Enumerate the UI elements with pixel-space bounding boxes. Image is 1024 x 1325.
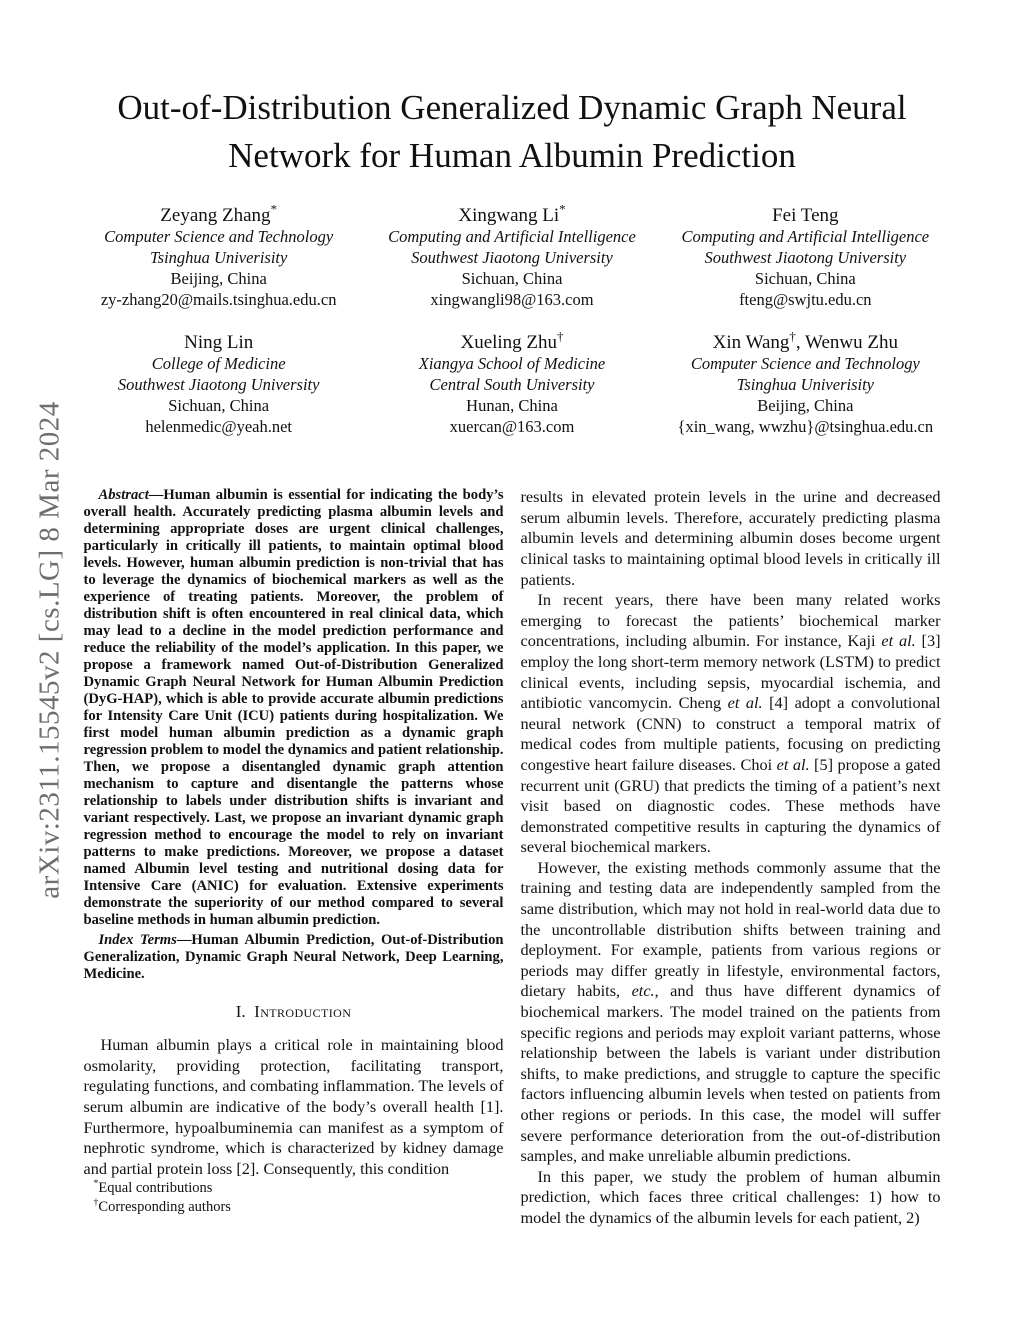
authors-row-2 <box>72 328 952 437</box>
two-column-body <box>84 487 941 1228</box>
author-affiliation-dept: Computer Science and Technology <box>690 354 920 374</box>
author-superscript: * <box>559 201 566 217</box>
footnote-text: Equal contributions <box>98 1180 213 1197</box>
abstract-paragraph: Abstract—Human albumin is essential for indicating the body’s overall health. Accurately predicting plasma albumin levels and determining appropriate doses are urgent clinical challenges, particularly in critically ill patients, to maintain optimal blood levels. However, human albumin prediction is non-trivial that has to leverage the dynamics of biochemical markers as well as the experience of treating patients. Moreover, the problem of distribution shift is often encountered in real clinical data, which may lead to a decline in the model prediction performance and reduce the reliability of the model’s application. In this paper, we propose a framework named Out-of-Distribution Generalized Dynamic Graph Neural Network for Human Albumin Prediction (DyG-HAP), which is able to provide accurate albumin predictions for Intensity Care Unit (ICU) patients during hospitalization. We first model human albumin prediction as a dynamic graph regression problem to model the dynamics and patient relationship. Then, we propose a disentangled dynamic graph attention mechanism to capture and disentangle the patterns whose relationship to labels under distribution shifts is invariant and variant respectively. Last, we propose an invariant dynamic graph regression method to encourage the model to rely on invariant patterns to make predictions. Moreover, we propose a dataset named Albumin level testing and nutritional dosing data for Intensive Care (ANIC) for evaluation. Extensive experiments demonstrate the superiority of our method compared to several baseline methods in human albumin prediction. <box>83 487 504 929</box>
author-name-text: Xingwang Li <box>458 205 560 227</box>
author-affiliation-univ: Tsinghua Univerisity <box>736 375 874 395</box>
author-affiliation-dept: Computer Science and Technology <box>104 227 334 247</box>
author-name <box>72 332 365 353</box>
section-title: Introduction <box>254 1002 352 1022</box>
author-name-text: Xin Wang <box>712 332 790 354</box>
author-name-text: Fei Teng <box>772 205 839 227</box>
author-name <box>659 205 952 226</box>
author-superscript: * <box>270 201 278 217</box>
authors-row-1 <box>72 201 952 310</box>
body-paragraph: In this paper, we study the problem of human albumin prediction, which faces three critical challenges: 1) how to model the dynamics of the albumin levels for each patient, 2) <box>520 1166 941 1227</box>
author-location: Sichuan, China <box>461 269 563 289</box>
left-column <box>83 487 504 1216</box>
author-location: Beijing, China <box>170 269 267 289</box>
author-name-text: Xueling Zhu <box>460 332 558 354</box>
author-email: helenmedic@yeah.net <box>145 417 292 437</box>
author-affiliation-univ: Southwest Jiaotong University <box>704 248 907 268</box>
author-email: xingwangli98@163.com <box>430 290 594 310</box>
author-name-suffix: , Wenwu Zhu <box>795 332 898 354</box>
author-email: fteng@swjtu.edu.cn <box>739 290 872 310</box>
author-name-text: Ning Lin <box>184 332 254 354</box>
author-location: Hunan, China <box>466 396 558 416</box>
intro-paragraph: Human albumin plays a critical role in maintaining blood osmolarity, providing protection, facilitating transport, regulating functions, and combating inflammation. The levels of serum albumin are indicative of the body’s overall health [1]. Furthermore, hypoalbuminemia can manifest as a symptom of nephrotic syndrome, which is characterized by kidney damage and partial protein loss [2]. Consequently, this condition <box>83 1035 504 1178</box>
author-block <box>365 328 658 437</box>
footnote-marker: † <box>93 1197 99 1209</box>
authors-block <box>72 201 952 437</box>
author-location: Beijing, China <box>757 396 854 416</box>
author-block <box>365 201 658 310</box>
author-affiliation-univ: Southwest Jiaotong University <box>411 248 613 268</box>
author-superscript: † <box>789 328 796 344</box>
author-affiliation-dept: College of Medicine <box>151 354 286 374</box>
section-heading <box>84 1002 504 1022</box>
author-location: Sichuan, China <box>754 269 856 289</box>
author-name <box>659 328 952 354</box>
footnote-marker: * <box>93 1178 99 1190</box>
author-affiliation-univ: Central South University <box>429 375 595 395</box>
author-affiliation-dept: Computing and Artificial Intelligence <box>681 227 930 247</box>
author-affiliation-univ: Tsinghua Univerisity <box>149 248 288 268</box>
author-name-text: Zeyang Zhang <box>160 205 271 227</box>
footnote-text: Corresponding authors <box>98 1199 231 1216</box>
arxiv-watermark: arXiv:2311.15545v2 [cs.LG] 8 Mar 2024 <box>33 401 66 899</box>
author-name <box>365 328 658 354</box>
footnotes <box>84 1179 504 1217</box>
index-terms-paragraph: Index Terms—Human Albumin Prediction, Out-of-Distribution Generalization, Dynamic Graph Neural Network, Deep Learning, Medicine. <box>83 932 504 983</box>
footnote <box>94 1179 504 1198</box>
author-block <box>72 201 365 310</box>
author-block <box>72 332 365 437</box>
body-paragraph: results in elevated protein levels in the urine and decreased serum albumin levels. Therefore, accurately predicting plasma albumin levels and determining albumin doses become urgent clinical tasks to maintaining optimal blood levels in critically ill patients. <box>520 487 941 589</box>
footnote <box>94 1198 504 1217</box>
paper-title: Out-of-Distribution Generalized Dynamic Graph Neural Network for Human Albumin Prediction <box>117 88 907 175</box>
author-email: {xin_wang, wwzhu}@tsinghua.edu.cn <box>677 417 934 437</box>
author-location: Sichuan, China <box>168 396 270 416</box>
author-block <box>659 205 952 310</box>
author-email: zy-zhang20@mails.tsinghua.edu.cn <box>100 290 337 310</box>
author-name <box>72 201 365 227</box>
author-superscript: † <box>557 328 564 344</box>
body-paragraph: In recent years, there have been many related works emerging to forecast the patients’ biochemical marker concentrations, including albumin. For instance, Kaji et al. [3] employ the long short-term memory network (LSTM) to predict clinical events, including sepsis, myocardial ischemia, and antibiotic vancomycin. Cheng et al. [4] adopt a convolutional neural network (CNN) to construct a temporal matrix of medical codes from multiple patients, focusing on predicting congestive heart failure diseases. Choi et al. [5] propose a gated recurrent unit (GRU) that predicts the timing of a patient’s next visit based on diagnostic codes. These methods have demonstrated competitive results in capturing the dynamics of several biochemical markers. <box>520 590 941 857</box>
body-paragraph: However, the existing methods commonly assume that the training and testing data are independently sampled from the same distribution, which may not hold in real-world data due to the uncontrollable distribution shifts between training and deployment. For example, patients from various regions or periods may differ greatly in lifestyle, environmental factors, dietary habits, etc., and thus have different dynamics of biochemical markers. The model trained on the patients from specific regions and periods may exploit variant patterns, whose relationship between the labels is variant under distribution shifts, to make predictions, and struggle to capture the specific factors influencing albumin levels when tested on patients from other regions or periods. In this case, the model will suffer severe performance deterioration from the out-of-distribution samples, and make unreliable albumin predictions. <box>520 857 941 1166</box>
author-email: xuercan@163.com <box>449 417 575 437</box>
author-affiliation-dept: Computing and Artificial Intelligence <box>388 227 636 247</box>
author-affiliation-dept: Xiangya School of Medicine <box>418 354 606 374</box>
right-column <box>521 487 941 1228</box>
author-affiliation-univ: Southwest Jiaotong University <box>117 375 320 395</box>
section-number: I. <box>235 1002 246 1022</box>
author-block <box>659 328 952 437</box>
author-name <box>365 201 658 227</box>
